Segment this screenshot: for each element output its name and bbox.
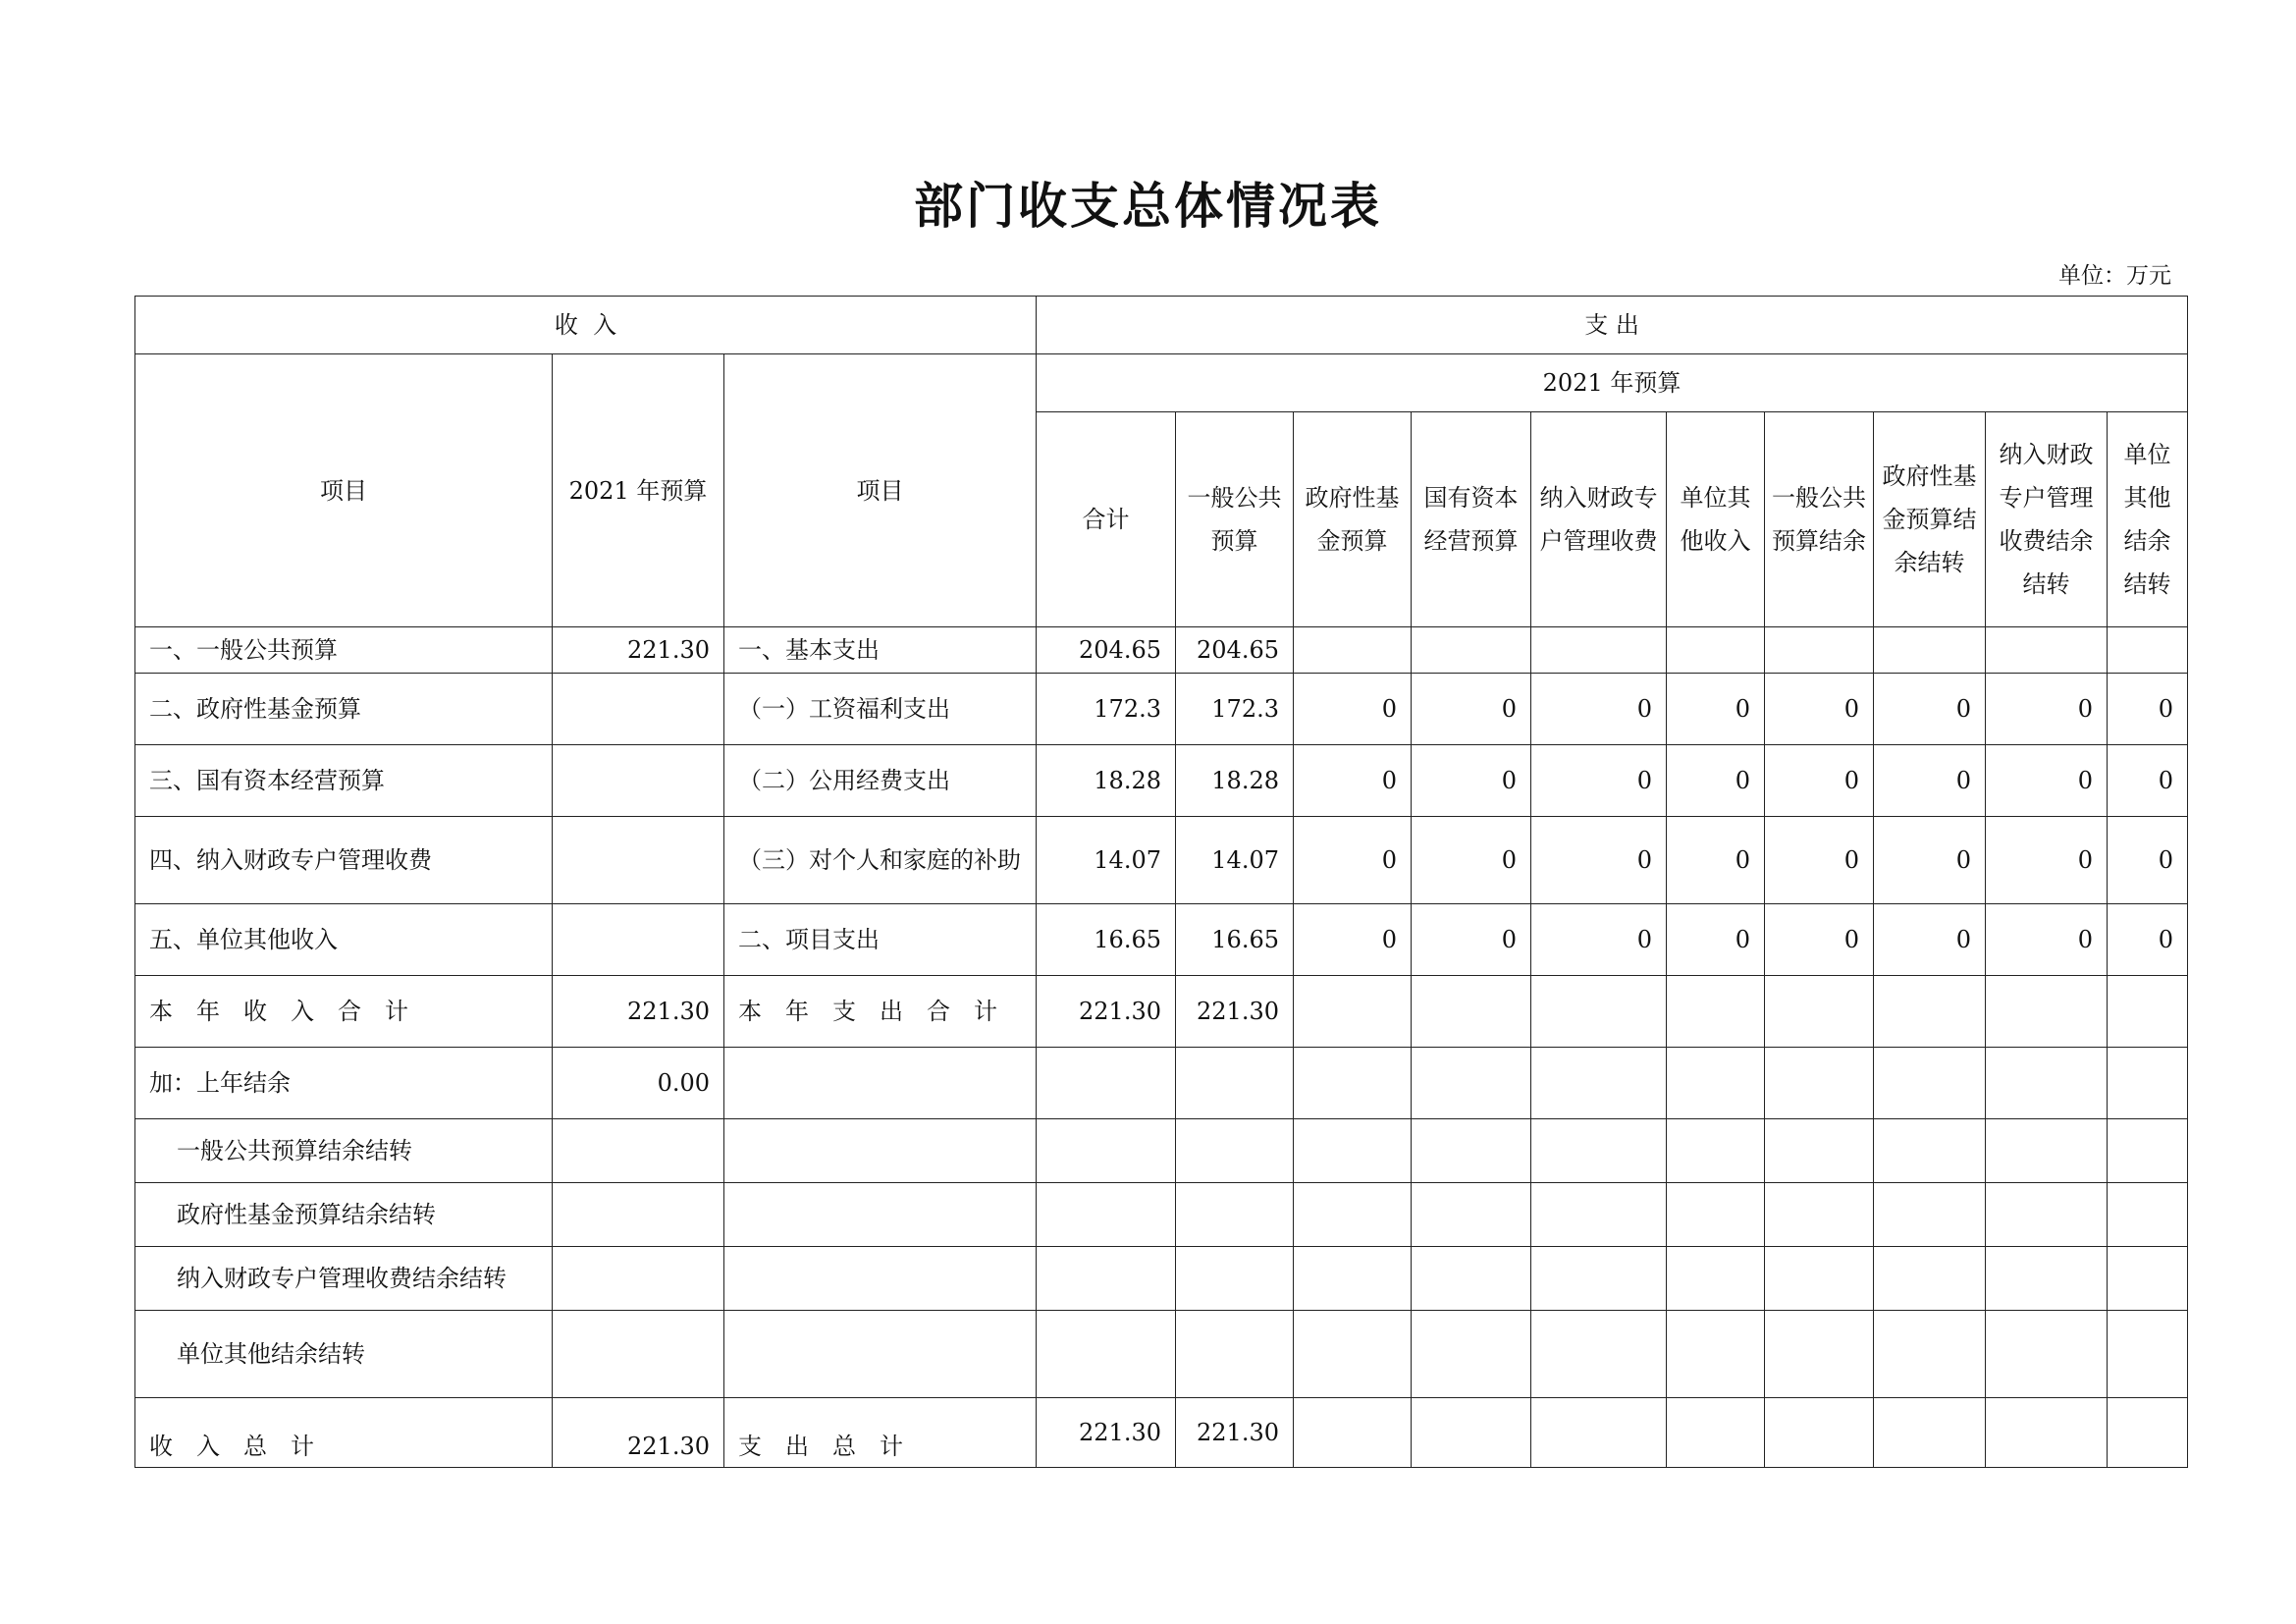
expense-total-cell: 204.65 (1037, 627, 1176, 674)
expense-other-carryover-cell: 0 (2108, 817, 2188, 904)
expense-special-account-cell: 0 (1531, 674, 1667, 745)
expense-other-income-cell (1667, 1048, 1765, 1119)
col-header-gov-fund: 政府性基金预算 (1294, 412, 1412, 627)
expense-total-cell: 16.65 (1037, 904, 1176, 976)
income-item-cell: 五、单位其他收入 (135, 904, 553, 976)
expense-state-capital-cell: 0 (1412, 745, 1531, 817)
expense-item-header: 项目 (724, 354, 1037, 627)
expense-other-income-cell: 0 (1667, 674, 1765, 745)
expense-general-surplus-cell (1765, 1247, 1874, 1311)
expense-other-carryover-cell (2108, 1183, 2188, 1247)
income-item-cell: 四、纳入财政专户管理收费 (135, 817, 553, 904)
expense-special-account-cell (1531, 1311, 1667, 1398)
table-row (135, 1247, 2188, 1311)
expense-state-capital-cell (1412, 1048, 1531, 1119)
expense-item-cell: （二）公用经费支出 (724, 745, 1037, 817)
expense-total-cell: 18.28 (1037, 745, 1176, 817)
income-item-cell: 收入总计 (135, 1398, 553, 1468)
expense-state-capital-cell (1412, 1119, 1531, 1183)
expense-special-carryover-cell (1986, 976, 2108, 1048)
expense-gov-fund-carryover-cell (1874, 1048, 1986, 1119)
expense-state-capital-cell (1412, 627, 1531, 674)
expense-gov-fund-cell (1294, 1048, 1412, 1119)
income-budget-cell (553, 817, 724, 904)
expense-general-budget-cell (1176, 1119, 1294, 1183)
expense-special-account-cell (1531, 1183, 1667, 1247)
expense-special-account-cell (1531, 976, 1667, 1048)
income-item-cell: 政府性基金预算结余结转 (135, 1183, 553, 1247)
expense-item-cell (724, 1183, 1037, 1247)
expense-general-budget-cell (1176, 1048, 1294, 1119)
expense-special-carryover-cell (1986, 1311, 2108, 1398)
expense-total-cell (1037, 1048, 1176, 1119)
expense-gov-fund-cell (1294, 1398, 1412, 1468)
table-row (135, 1119, 2188, 1183)
expense-special-carryover-cell: 0 (1986, 904, 2108, 976)
expense-special-carryover-cell (1986, 1183, 2108, 1247)
expense-special-account-cell (1531, 1247, 1667, 1311)
table-row (135, 1183, 2188, 1247)
expense-gov-fund-carryover-cell (1874, 976, 1986, 1048)
income-budget-cell: 0.00 (553, 1048, 724, 1119)
expense-general-budget-cell: 221.30 (1176, 976, 1294, 1048)
expense-general-surplus-cell (1765, 627, 1874, 674)
expense-other-carryover-cell (2108, 1048, 2188, 1119)
col-header-other-carryover: 单位其他结余结转 (2108, 412, 2188, 627)
col-header-general-budget: 一般公共预算 (1176, 412, 1294, 627)
expense-general-surplus-cell (1765, 1048, 1874, 1119)
expense-state-capital-cell (1412, 1183, 1531, 1247)
expense-general-budget-cell: 16.65 (1176, 904, 1294, 976)
expense-other-carryover-cell (2108, 627, 2188, 674)
col-header-general-surplus: 一般公共预算结余 (1765, 412, 1874, 627)
expense-gov-fund-cell (1294, 1247, 1412, 1311)
expense-gov-fund-cell (1294, 1311, 1412, 1398)
expense-special-carryover-cell (1986, 1119, 2108, 1183)
table-row (135, 817, 2188, 904)
expense-gov-fund-cell (1294, 627, 1412, 674)
expense-total-cell (1037, 1119, 1176, 1183)
income-item-cell: 三、国有资本经营预算 (135, 745, 553, 817)
expense-special-carryover-cell: 0 (1986, 817, 2108, 904)
table-row (135, 627, 2188, 674)
expense-item-cell: 本年支出合计 (724, 976, 1037, 1048)
expense-general-surplus-cell (1765, 976, 1874, 1048)
table-row (135, 745, 2188, 817)
income-item-cell: 一般公共预算结余结转 (135, 1119, 553, 1183)
expense-general-budget-cell: 18.28 (1176, 745, 1294, 817)
expense-state-capital-cell (1412, 1311, 1531, 1398)
expense-gov-fund-carryover-cell (1874, 1119, 1986, 1183)
expense-general-surplus-cell: 0 (1765, 904, 1874, 976)
income-item-cell: 单位其他结余结转 (135, 1311, 553, 1398)
expense-gov-fund-cell (1294, 976, 1412, 1048)
expense-general-budget-cell (1176, 1311, 1294, 1398)
expense-gov-fund-cell: 0 (1294, 904, 1412, 976)
header-row-2 (135, 354, 2188, 412)
expense-total-cell: 14.07 (1037, 817, 1176, 904)
table-row (135, 904, 2188, 976)
expense-other-carryover-cell: 0 (2108, 904, 2188, 976)
expense-general-surplus-cell: 0 (1765, 817, 1874, 904)
expense-general-budget-cell (1176, 1183, 1294, 1247)
expense-special-carryover-cell (1986, 627, 2108, 674)
expense-item-cell: （三）对个人和家庭的补助 (724, 817, 1037, 904)
col-header-gov-fund-carryover: 政府性基金预算结余结转 (1874, 412, 1986, 627)
income-item-cell: 二、政府性基金预算 (135, 674, 553, 745)
income-item-cell: 纳入财政专户管理收费结余结转 (135, 1247, 553, 1311)
expense-total-cell: 172.3 (1037, 674, 1176, 745)
income-item-header: 项目 (135, 354, 553, 627)
expense-other-income-cell (1667, 1247, 1765, 1311)
expense-gov-fund-cell (1294, 1183, 1412, 1247)
income-item-cell: 本年收入合计 (135, 976, 553, 1048)
income-header-label: 收 入 (554, 311, 617, 339)
expense-item-cell (724, 1119, 1037, 1183)
expense-general-surplus-cell (1765, 1183, 1874, 1247)
table-body (135, 297, 2188, 1468)
expense-general-budget-cell: 14.07 (1176, 817, 1294, 904)
unit-label: 单位：万元 (2058, 263, 2171, 289)
expense-gov-fund-cell: 0 (1294, 674, 1412, 745)
expense-general-surplus-cell (1765, 1119, 1874, 1183)
expense-general-surplus-cell (1765, 1398, 1874, 1468)
expense-general-surplus-cell: 0 (1765, 674, 1874, 745)
expense-special-account-cell (1531, 1119, 1667, 1183)
expense-general-surplus-cell (1765, 1311, 1874, 1398)
expense-general-budget-cell: 172.3 (1176, 674, 1294, 745)
income-budget-cell: 221.30 (553, 1398, 724, 1468)
expense-gov-fund-carryover-cell: 0 (1874, 904, 1986, 976)
expense-other-income-cell: 0 (1667, 745, 1765, 817)
expense-total-cell (1037, 1183, 1176, 1247)
expense-total-cell (1037, 1247, 1176, 1311)
expense-general-budget-cell (1176, 1247, 1294, 1311)
expense-gov-fund-cell: 0 (1294, 745, 1412, 817)
table-row (135, 674, 2188, 745)
expense-special-account-cell: 0 (1531, 817, 1667, 904)
expense-other-income-cell (1667, 1311, 1765, 1398)
income-budget-cell (553, 904, 724, 976)
expense-other-income-cell (1667, 1183, 1765, 1247)
expense-special-account-cell: 0 (1531, 745, 1667, 817)
expense-gov-fund-carryover-cell: 0 (1874, 674, 1986, 745)
page-title: 部门收支总体情况表 (914, 178, 1382, 235)
income-budget-cell (553, 1119, 724, 1183)
expense-special-carryover-cell (1986, 1048, 2108, 1119)
expense-other-carryover-cell: 0 (2108, 674, 2188, 745)
expense-item-cell: 支出总计 (724, 1398, 1037, 1468)
expense-state-capital-cell: 0 (1412, 904, 1531, 976)
header-row-1 (135, 297, 2188, 354)
expense-gov-fund-carryover-cell: 0 (1874, 817, 1986, 904)
expense-state-capital-cell (1412, 1398, 1531, 1468)
expense-special-carryover-cell (1986, 1247, 2108, 1311)
income-budget-cell (553, 1183, 724, 1247)
expense-item-cell: 一、基本支出 (724, 627, 1037, 674)
income-budget-cell (553, 674, 724, 745)
income-budget-header: 2021 年预算 (553, 354, 724, 627)
expense-item-cell (724, 1048, 1037, 1119)
expense-gov-fund-cell: 0 (1294, 817, 1412, 904)
expense-other-income-cell: 0 (1667, 904, 1765, 976)
expense-general-surplus-cell: 0 (1765, 745, 1874, 817)
income-item-cell: 加：上年结余 (135, 1048, 553, 1119)
income-item-cell: 一、一般公共预算 (135, 627, 553, 674)
expense-general-budget-cell: 204.65 (1176, 627, 1294, 674)
col-header-other-income: 单位其他收入 (1667, 412, 1765, 627)
expense-special-carryover-cell: 0 (1986, 674, 2108, 745)
col-header-special-carryover: 纳入财政专户管理收费结余结转 (1986, 412, 2108, 627)
expense-total-cell: 221.30 (1037, 1398, 1176, 1468)
expense-gov-fund-carryover-cell (1874, 1183, 1986, 1247)
expense-other-carryover-cell: 0 (2108, 745, 2188, 817)
budget-year-header: 2021 年预算 (1037, 354, 2188, 412)
expense-special-account-cell (1531, 1048, 1667, 1119)
expense-gov-fund-carryover-cell (1874, 1311, 1986, 1398)
table-row (135, 1398, 2188, 1468)
expense-total-cell: 221.30 (1037, 976, 1176, 1048)
expense-gov-fund-carryover-cell: 0 (1874, 745, 1986, 817)
expense-other-carryover-cell (2108, 1247, 2188, 1311)
col-header-state-capital: 国有资本经营预算 (1412, 412, 1531, 627)
expense-other-carryover-cell (2108, 1398, 2188, 1468)
expense-header (1037, 297, 2188, 354)
income-budget-cell: 221.30 (553, 976, 724, 1048)
expense-header-label: 支 出 (1584, 311, 1639, 339)
income-budget-cell (553, 745, 724, 817)
budget-table (134, 296, 2188, 1468)
expense-state-capital-cell: 0 (1412, 674, 1531, 745)
expense-item-cell: 二、项目支出 (724, 904, 1037, 976)
income-budget-cell (553, 1311, 724, 1398)
expense-other-carryover-cell (2108, 1311, 2188, 1398)
expense-state-capital-cell (1412, 976, 1531, 1048)
expense-special-account-cell (1531, 1398, 1667, 1468)
expense-other-income-cell (1667, 1119, 1765, 1183)
expense-item-cell: （一）工资福利支出 (724, 674, 1037, 745)
expense-other-income-cell (1667, 627, 1765, 674)
income-header (135, 297, 1037, 354)
expense-item-cell (724, 1247, 1037, 1311)
expense-state-capital-cell (1412, 1247, 1531, 1311)
expense-other-income-cell (1667, 1398, 1765, 1468)
expense-other-carryover-cell (2108, 1119, 2188, 1183)
expense-other-income-cell (1667, 976, 1765, 1048)
table-row (135, 976, 2188, 1048)
expense-gov-fund-cell (1294, 1119, 1412, 1183)
expense-state-capital-cell: 0 (1412, 817, 1531, 904)
income-budget-cell (553, 1247, 724, 1311)
expense-other-carryover-cell (2108, 976, 2188, 1048)
table-row (135, 1048, 2188, 1119)
table-row (135, 1311, 2188, 1398)
expense-item-cell (724, 1311, 1037, 1398)
expense-gov-fund-carryover-cell (1874, 1398, 1986, 1468)
expense-special-account-cell (1531, 627, 1667, 674)
col-header-total: 合计 (1037, 412, 1176, 627)
expense-gov-fund-carryover-cell (1874, 627, 1986, 674)
expense-special-carryover-cell (1986, 1398, 2108, 1468)
income-budget-cell: 221.30 (553, 627, 724, 674)
expense-total-cell (1037, 1311, 1176, 1398)
expense-general-budget-cell: 221.30 (1176, 1398, 1294, 1468)
col-header-special-account: 纳入财政专户管理收费 (1531, 412, 1667, 627)
expense-special-account-cell: 0 (1531, 904, 1667, 976)
expense-gov-fund-carryover-cell (1874, 1247, 1986, 1311)
expense-special-carryover-cell: 0 (1986, 745, 2108, 817)
expense-other-income-cell: 0 (1667, 817, 1765, 904)
